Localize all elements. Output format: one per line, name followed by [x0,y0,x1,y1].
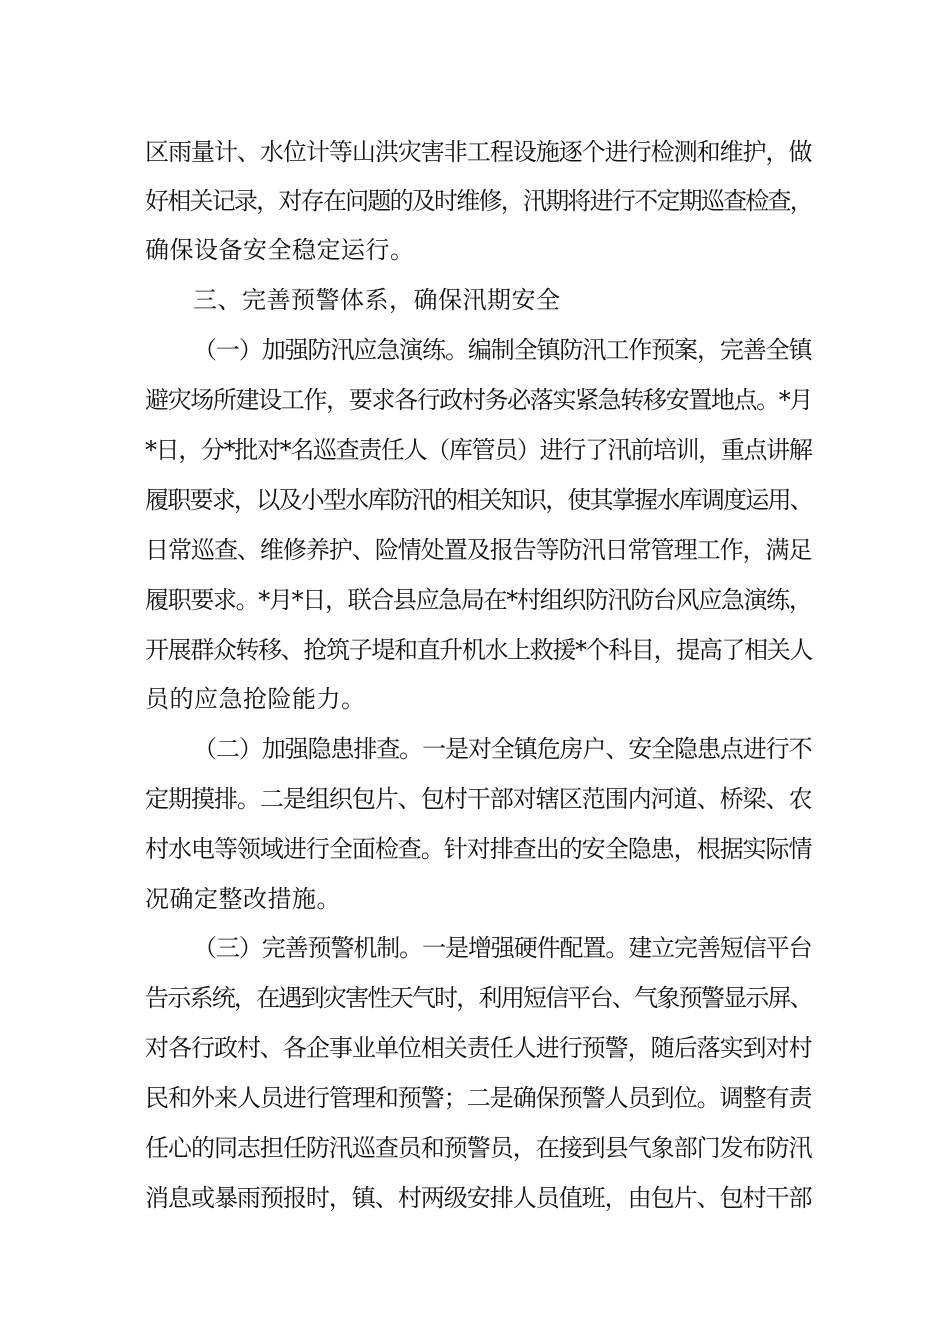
text-line: 员的应急抢险能力。 [145,685,366,713]
text-line: 定期摸排。二是组织包片、包村干部对辖区范围内河道、桥梁、农 [145,785,812,813]
text-line: 况确定整改措施。 [145,885,341,913]
text-line: 开展群众转移、抢筑子堤和直升机水上救援*个科目，提高了相关人 [145,636,812,664]
text-line: 确保设备安全稳定运行。 [145,236,415,264]
text-line: 避灾场所建设工作，要求各行政村务必落实紧急转移安置地点。*月 [145,386,812,414]
text-line: 任心的同志担任防汛巡查员和预警员，在接到县气象部门发布防汛 [145,1134,812,1162]
text-line: 好相关记录，对存在问题的及时维修，汛期将进行不定期巡查检查， [145,187,812,215]
text-line: 履职要求，以及小型水库防汛的相关知识，使其掌握水库调度运用、 [145,486,812,514]
text-line: 告示系统，在遇到灾害性天气时，利用短信平台、气象预警显示屏、 [145,984,812,1012]
text-line: 民和外来人员进行管理和预警；二是确保预警人员到位。调整有责 [145,1084,812,1112]
text-line: 日常巡查、维修养护、险情处置及报告等防汛日常管理工作，满足 [145,536,812,564]
text-line: 消息或暴雨预报时，镇、村两级安排人员值班，由包片、包村干部 [145,1184,812,1212]
text-line: （一）加强防汛应急演练。编制全镇防汛工作预案，完善全镇 [193,336,812,364]
section-heading: 三、完善预警体系，确保汛期安全 [193,286,561,314]
text-line: 履职要求。*月*日，联合县应急局在*村组织防汛防台风应急演练， [145,586,812,614]
text-line: （三）完善预警机制。一是增强硬件配置。建立完善短信平台 [193,934,812,962]
text-line: （二）加强隐患排查。一是对全镇危房户、安全隐患点进行不 [193,735,812,763]
text-line: *日，分*批对*名巡查责任人（库管员）进行了汛前培训，重点讲解 [145,436,812,464]
text-line: 对各行政村、各企事业单位相关责任人进行预警，随后落实到对村 [145,1034,812,1062]
text-line: 区雨量计、水位计等山洪灾害非工程设施逐个进行检测和维护，做 [145,138,812,166]
text-line: 村水电等领域进行全面检查。针对排查出的安全隐患，根据实际情 [145,835,812,863]
